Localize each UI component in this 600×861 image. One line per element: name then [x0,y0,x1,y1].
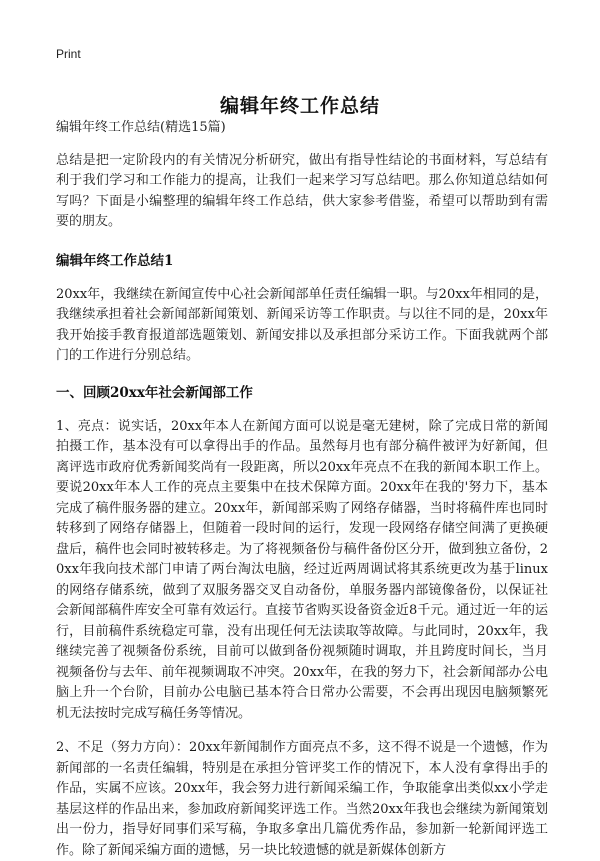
document-body [56,118,548,861]
page-title: 编辑年终工作总结 [219,94,380,117]
section-heading: 编辑年终工作总结1 [56,252,174,269]
document-subtitle: 编辑年终工作总结(精选15篇) [56,120,226,135]
subsection-heading: 一、回顾20xx年社会新闻部工作 [56,384,253,401]
intro-paragraph: 总结是把一定阶段内的有关情况分析研究，做出有指导性结论的书面材料，写总结有利于我们学习和工作能力的提高，让我们一起来学习写总结吧。那么你知道总结如何写吗？下面是小编整理的编辑年终工作总结，供大家参考借鉴，希望可以帮助到有需要的朋友。 [56,152,548,229]
highlights-paragraph: 1、亮点：说实话，20xx年本人在新闻方面可以说是毫无建树，除了完成日常的新闻拍摄工作，基本没有可以拿得出手的作品。虽然每月也有部分稿件被评为好新闻，但离评选市政府优秀新闻奖尚有一段距离，所以20xx年亮点不在我的新闻本职工作上。要说20xx年本人工作的亮点主要集中在技术保障方面。20xx年在我的'努力下，基本完成了稿件服务器的建立。20xx年，新闻部采购了网络存储器，当时将稿件库也同时转移到了网络存储器上，但随着一段时间的运行，发现一段网络存储空间满了更换硬盘后，稿件也会同时被转移走。为了将视频备份与稿件备份区分开，做到独立备份，20xx年我向技术部门申请了两台淘汰电脑，经过近两周调试将其系统更改为基于linux的网络存储系统，做到了双服务器交叉自动备份，单服务器内部镜像备份，以保证社会新闻部稿件库安全可靠有效运行。直接节省购买设备资金近8千元。通过近一年的运行，目前稿件系统稳定可靠，没有出现任何无法读取等故障。与此同时，20xx年，我继续完善了视频备份系统，目前可以做到备份视频随时调取，并且跨度时间长，当月视频备份与去年、前年视频调取不冲突。20xx年，在我的努力下，社会新闻部办公电脑上升一个台阶，目前办公电脑已基本符合日常办公需要，不会再出现因电脑频繁死机无法按时完成写稿任务等情况。 [56,418,548,721]
print-link[interactable]: Print [56,47,81,61]
section-paragraph: 20xx年，我继续在新闻宣传中心社会新闻部单任责任编辑一职。与20xx年相同的是，我继续承担着社会新闻部新闻策划、新闻采访等工作职责。与以往不同的是，20xx年我开始接手教育报道部选题策划、新闻安排以及承担部分采访工作。下面我就两个部门的工作进行分别总结。 [56,286,548,363]
shortcomings-paragraph: 2、不足（努力方向）：20xx年新闻制作方面亮点不多，这不得不说是一个遗憾，作为新闻部的一名责任编辑，特别是在承担分管评奖工作的情况下，本人没有拿得出手的作品，实属不应该。20xx年，我会努力进行新闻采编工作，争取能拿出类似xx小学走基层这样的作品出来，参加政府新闻奖评选工作。当然20xx年我也会继续为新闻策划出一份力，指导好同事们采写稿，争取多拿出几篇优秀作品，参加新一轮新闻评选工作。除了新闻采编方面的遗憾，另一块比较遗憾的就是新媒体创新方 [56,740,548,858]
